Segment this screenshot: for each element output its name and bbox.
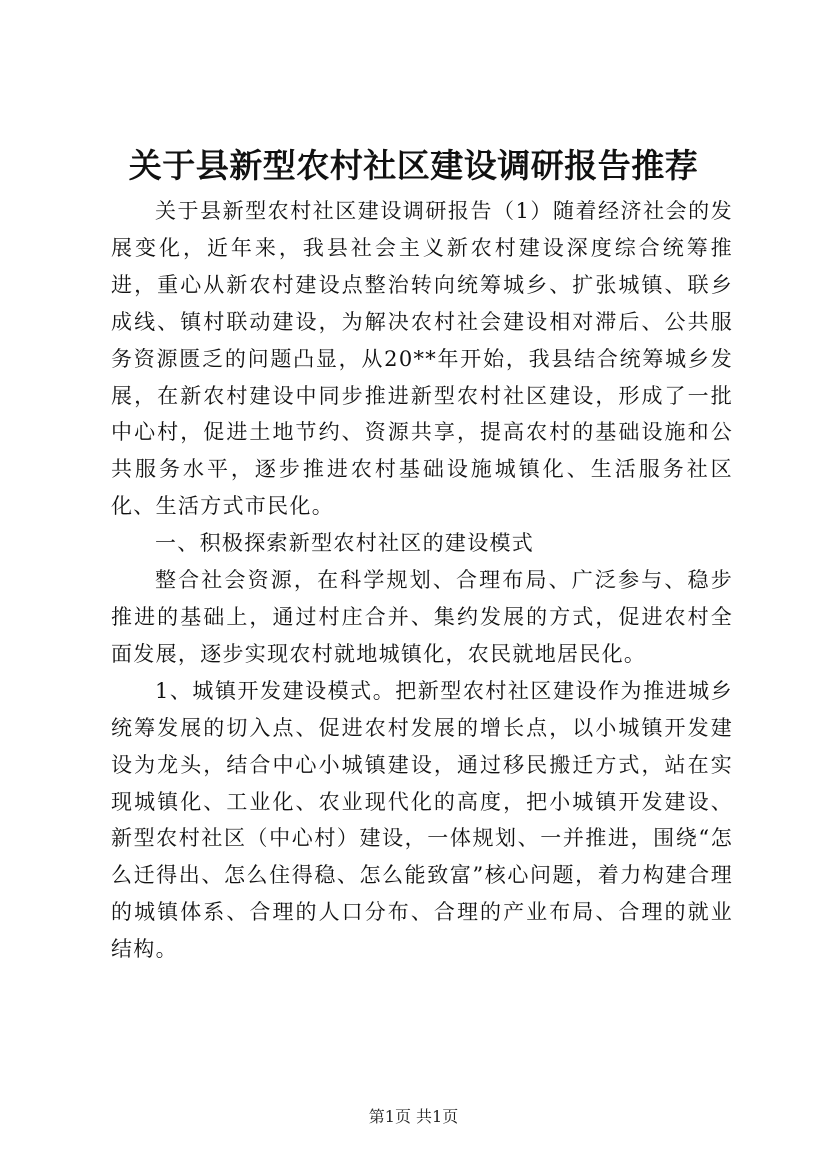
paragraph-intro: 关于县新型农村社区建设调研报告（1）随着经济社会的发展变化，近年来，我县社会主义新农村建设深度综合统筹推进，重心从新农村建设点整治转向统筹城乡、扩张城镇、联乡成线、镇村联动建设，为解决农村社会建设相对滞后、公共服务资源匮乏的问题凸显，从20**年开始，我县结合统筹城乡发展，在新农村建设中同步推进新型农村社区建设，形成了一批中心村，促进土地节约、资源共享，提高农村的基础设施和公共服务水平，逐步推进农村基础设施城镇化、生活服务社区化、生活方式市民化。: [111, 199, 733, 519]
document-title: 关于县新型农村社区建设调研报告推荐: [128, 146, 699, 185]
paragraph-town-development-model: 1、城镇开发建设模式。把新型农村社区建设作为推进城乡统筹发展的切入点、促进农村发展的增长点，以小城镇开发建设为龙头，结合中心小城镇建设，通过移民搬迁方式，站在实现城镇化、工业化、农业现代化的高度，把小城镇开发建设、新型农村社区（中心村）建设，一体规划、一并推进，围绕“怎么迁得出、怎么住得稳、怎么能致富”核心问题，着力构建合理的城镇体系、合理的人口分布、合理的产业布局、合理的就业结构。: [111, 678, 733, 962]
document-body: [111, 193, 733, 968]
section-heading: 一、积极探索新型农村社区的建设模式: [155, 531, 535, 556]
page-number-footer: 第1页 共1页: [368, 1107, 459, 1126]
paragraph-section-summary: 整合社会资源，在科学规划、合理布局、广泛参与、稳步推进的基础上，通过村庄合并、集约发展的方式，促进农村全面发展，逐步实现农村就地城镇化，农民就地居民化。: [111, 568, 733, 666]
